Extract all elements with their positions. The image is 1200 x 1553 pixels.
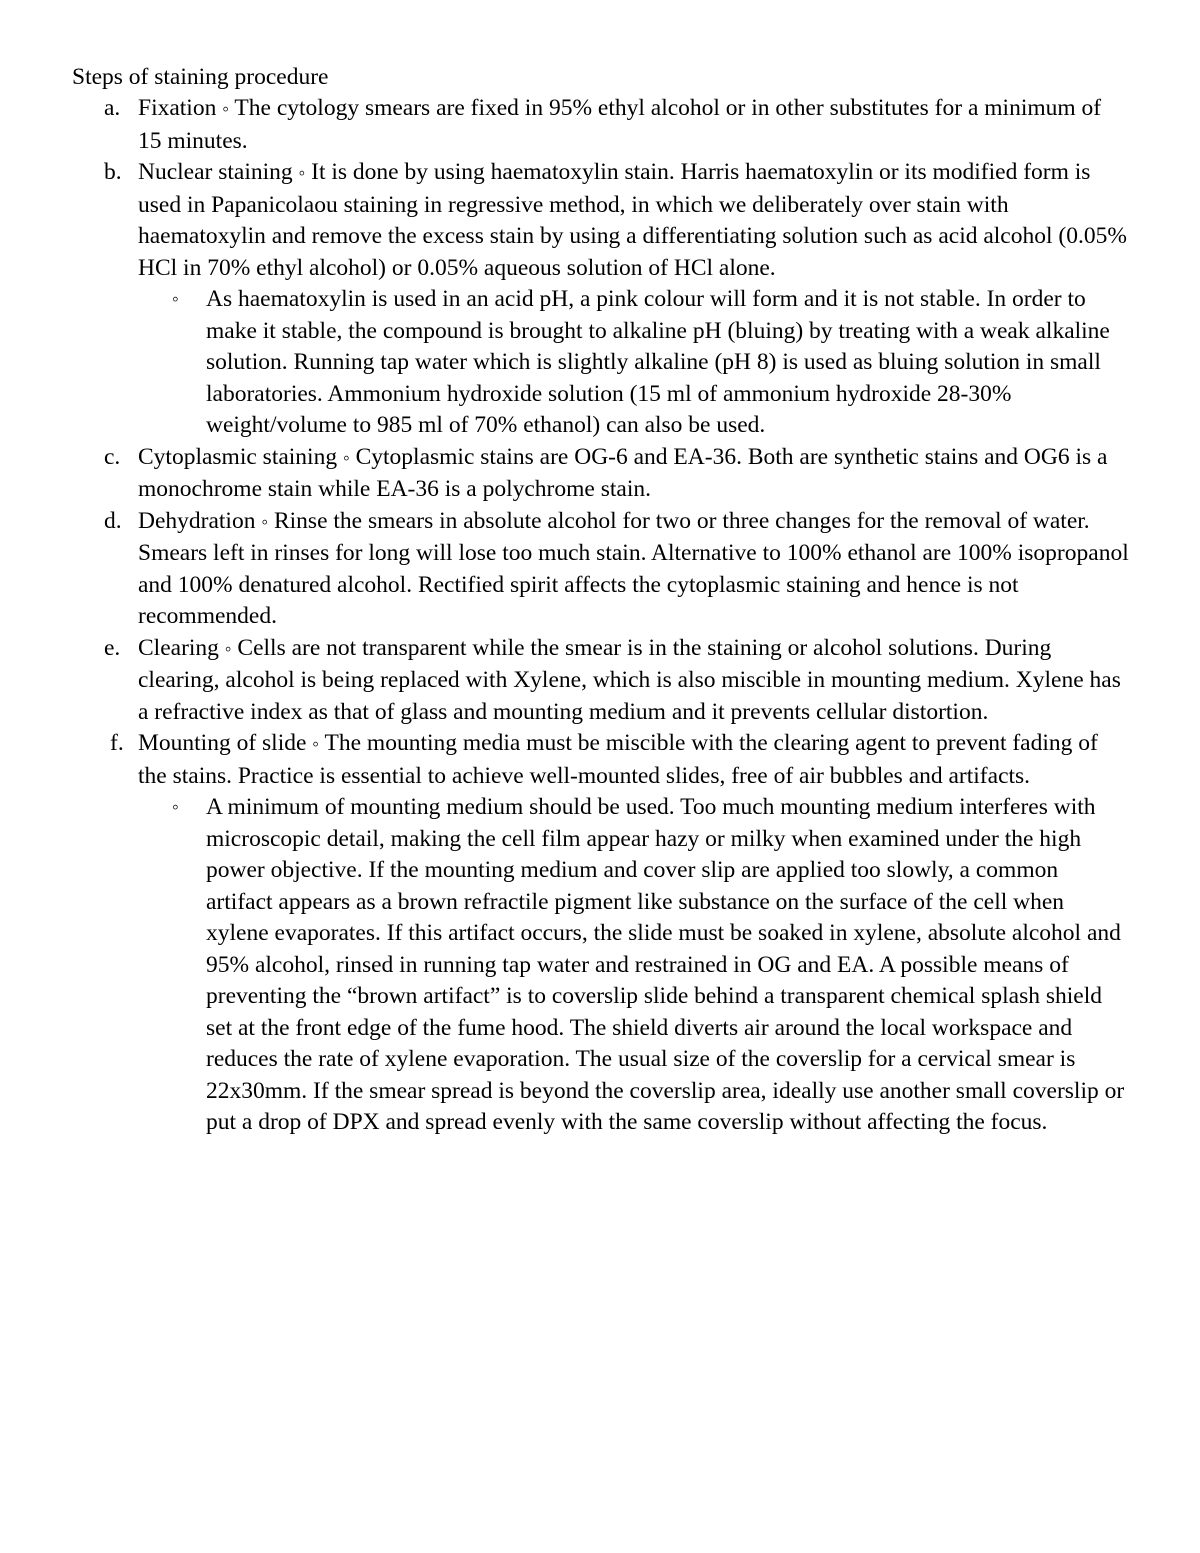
step-text: Cytoplasmic stains are OG-6 and EA-36. Both are synthetic stains and OG6 is a monochrome stain while EA-36 is a polychrome stain. [138,443,1108,502]
step-text: The mounting media must be miscible with the clearing agent to prevent fading of the stains. Practice is essential to achieve well-mounted slides, free of air bubbles and artifacts. [138,730,1098,789]
list-marker-c: c. [104,443,121,470]
step-label: Mounting of slide [138,730,307,756]
list-item [70,93,1130,157]
step-body [138,442,1130,506]
inline-bullet-icon: ◦ [224,638,232,660]
sub-list-item [138,284,1130,442]
step-text: It is done by using haematoxylin stain. Harris haematoxylin or its modified form is used in Papanicolaou staining in regressive method, in which we deliberately over stain with haematoxylin and remove the excess stain by using a differentiating solution such as acid alcohol (0.05% HCl in 70% ethyl alcohol) or 0.05% aqueous solution of HCl alone. [138,159,1127,281]
step-label: Nuclear staining [138,159,293,185]
step-label: Dehydration [138,507,256,534]
step-body [138,506,1130,633]
inline-bullet-icon: ◦ [342,447,350,469]
inline-bullet-icon: ◦ [312,734,320,755]
list-item [70,728,1130,1139]
list-marker-f: f. [110,730,124,756]
list-item [70,157,1130,442]
inline-bullet-icon: ◦ [222,99,229,120]
bullet-icon: ◦ [172,289,179,310]
bullet-icon: ◦ [172,797,179,818]
sub-list-item [138,792,1130,1139]
list-marker-b: b. [104,159,122,185]
inline-bullet-icon: ◦ [261,511,269,533]
sub-item-text: A minimum of mounting medium should be used. Too much mounting medium interferes with microscopic detail, making the cell film appear hazy or milky when examined under the high power objective. If the mounting medium and cover slip are applied too slowly, a common artifact appears as a brown refractile pigment like substance on the surface of the cell when xylene evaporates. If this artifact occurs, the slide must be soaked in xylene, absolute alcohol and 95% alcohol, rinsed in running tap water and restrained in OG and EA. A possible means of preventing the “brown artifact” is to coverslip slide behind a transparent chemical splash shield set at the front edge of the fume hood. The shield diverts air around the local workspace and reduces the rate of xylene evaporation. The usual size of the coverslip for a cervical smear is 22x30mm. If the smear spread is beyond the coverslip area, ideally use another small coverslip or put a drop of DPX and spread evenly with the same coverslip without affecting the focus. [206,794,1125,1135]
step-label: Clearing [138,634,219,661]
list-marker-a: a. [104,95,121,121]
steps-list [70,93,1130,1139]
list-item [70,442,1130,506]
step-text: The cytology smears are fixed in 95% ethyl alcohol or in other substitutes for a minimum of 15 minutes. [138,95,1102,154]
step-text: Rinse the smears in absolute alcohol for two or three changes for the removal of water. Smears left in rinses for long will lose too much stain. Alternative to 100% ethanol are 100% isopropanol and 100% denatured alcohol. Rectified spirit affects the cytoplasmic staining and hence is not recommended. [138,507,1129,629]
list-marker-e: e. [104,634,121,661]
sub-list [138,792,1130,1139]
inline-bullet-icon: ◦ [298,163,306,184]
page-title: Steps of staining procedure [72,64,329,90]
step-body [138,633,1130,729]
list-marker-d: d. [104,507,122,534]
step-body [138,93,1130,157]
step-label: Cytoplasmic staining [138,443,338,470]
step-body [138,157,1130,284]
sub-item-text: As haematoxylin is used in an acid pH, a pink colour will form and it is not stable. In order to make it stable, the compound is brought to alkaline pH (bluing) by treating with a weak alkaline solution. Running tap water which is slightly alkaline (pH 8) is used as bluing solution in small laboratories. Ammonium hydroxide solution (15 ml of ammonium hydroxide 28-30% weight/volume to 985 ml of 70% ethanol) can also be used. [206,286,1110,438]
list-item [70,506,1130,633]
step-text: Cells are not transparent while the smear is in the staining or alcohol solutions. During clearing, alcohol is being replaced with Xylene, which is also miscible in mounting medium. Xylene has a refractive index as that of glass and mounting medium and it prevents cellular distortion. [138,634,1121,725]
list-item [70,633,1130,729]
step-body [138,728,1130,792]
sub-list [138,284,1130,442]
step-label: Fixation [138,95,217,121]
